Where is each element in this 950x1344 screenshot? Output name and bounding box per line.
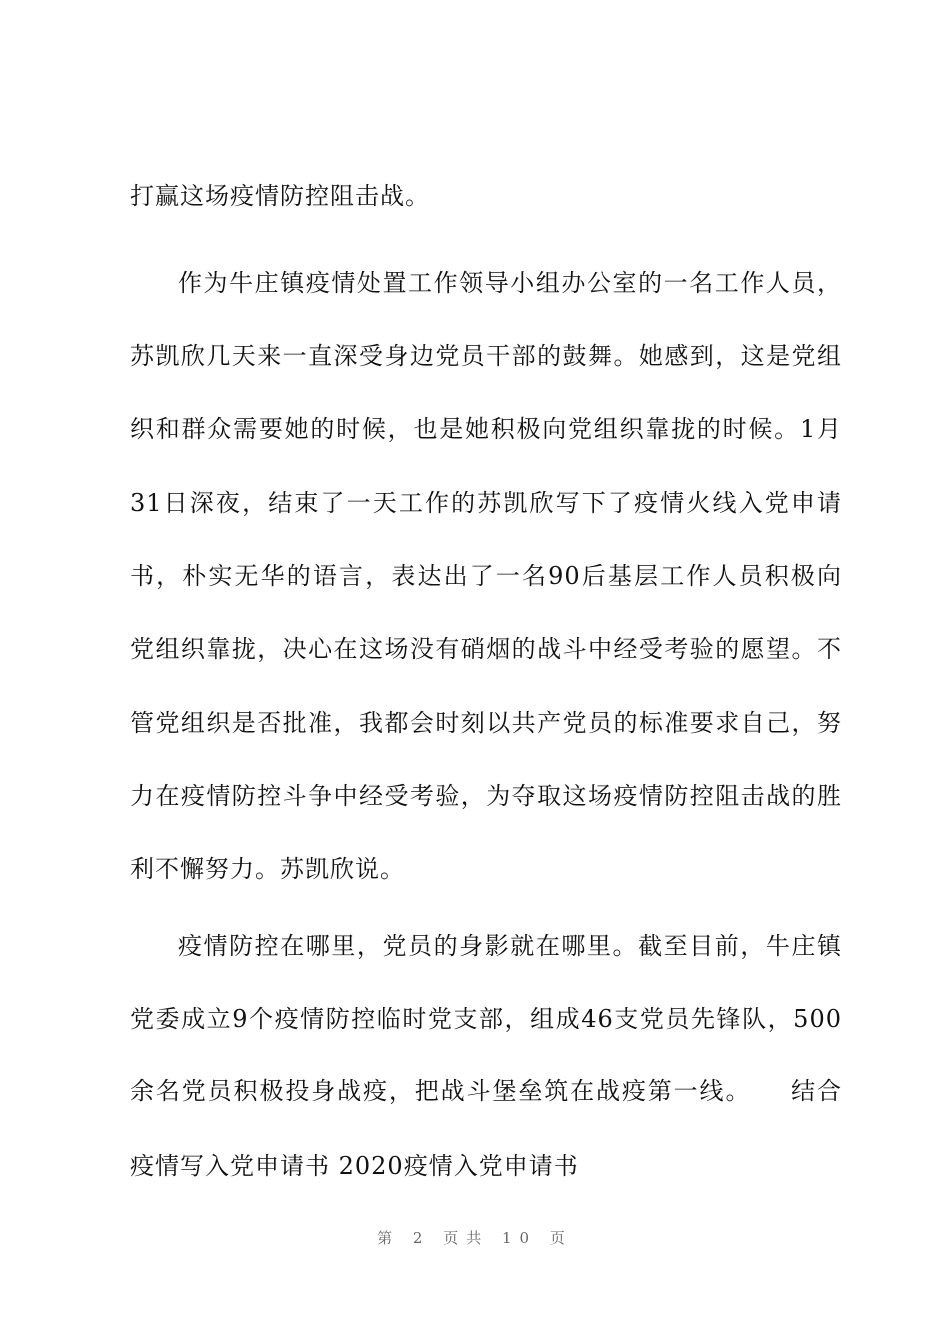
text-line: 党委成立9个疫情防控临时党支部，组成46支党员先锋队，500 (130, 1005, 842, 1033)
text-line: 打赢这场疫情防控阻击战。 (130, 182, 430, 210)
text-line: 作为牛庄镇疫情处置工作领导小组办公室的一名工作人员， (178, 269, 842, 297)
text-line: 利不懈努力。苏凯欣说。 (130, 855, 405, 883)
text-line: 力在疫情防控斗争中经受考验，为夺取这场疫情防控阻击战的胜 (130, 782, 842, 810)
text-line: 织和群众需要她的时候，也是她积极向党组织靠拢的时候。1月 (130, 415, 842, 443)
page-number-footer: 第 2 页共 10 页 (377, 1229, 573, 1247)
text-line: 疫情写入党申请书 2020疫情入党申请书 (130, 1152, 579, 1180)
text-line: 31日深夜，结束了一天工作的苏凯欣写下了疫情火线入党申请 (130, 489, 842, 517)
text-line: 苏凯欣几天来一直深受身边党员干部的鼓舞。她感到，这是党组 (130, 342, 842, 370)
text-line: 疫情防控在哪里，党员的身影就在哪里。截至目前，牛庄镇 (178, 932, 842, 960)
text-line: 书，朴实无华的语言，表达出了一名90后基层工作人员积极向 (130, 562, 842, 590)
text-line: 管党组织是否批准，我都会时刻以共产党员的标准要求自己，努 (130, 709, 842, 737)
text-line: 余名党员积极投身战疫，把战斗堡垒筑在战疫第一线。 结合 (130, 1077, 842, 1105)
text-line: 党组织靠拢，决心在这场没有硝烟的战斗中经受考验的愿望。不 (130, 635, 842, 663)
